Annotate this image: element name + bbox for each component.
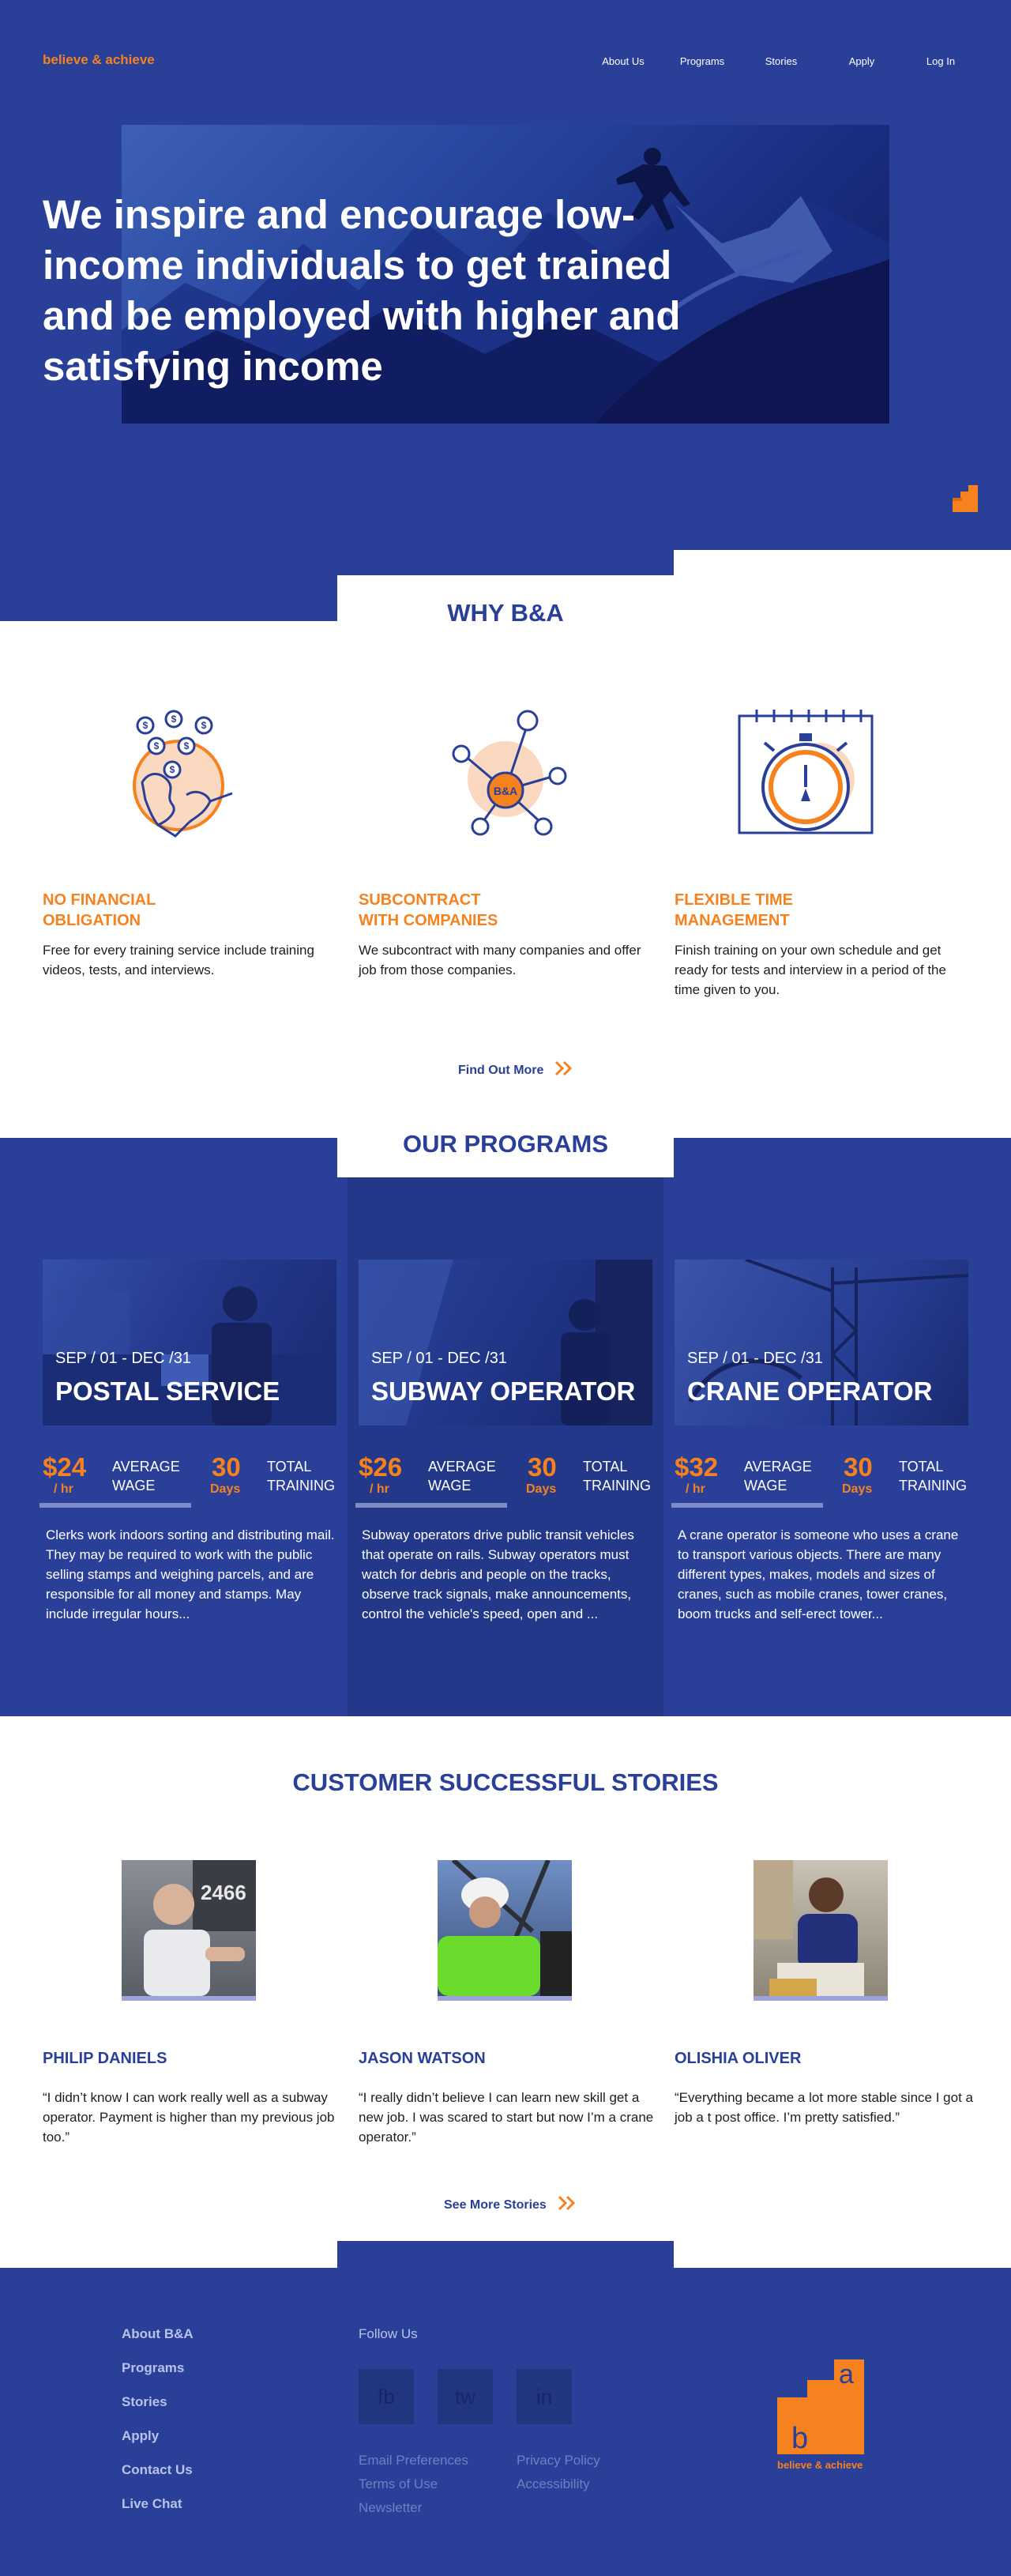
stairs-logo-icon xyxy=(953,485,978,516)
story-name-jason: JASON WATSON xyxy=(359,2050,486,2067)
subway-duration-unit: Days xyxy=(526,1482,557,1496)
svg-text:$: $ xyxy=(183,740,190,751)
subway-wage: $26 xyxy=(359,1452,403,1482)
logo-letter-a: a xyxy=(839,2359,854,2390)
crane-divider xyxy=(671,1503,823,1508)
programs-section-title: OUR PROGRAMS xyxy=(402,1130,609,1158)
follow-us-label: Follow Us xyxy=(359,2326,418,2341)
svg-text:$: $ xyxy=(171,714,177,725)
footer-stairs-logo xyxy=(777,2359,864,2474)
footer-privacy-policy[interactable]: Privacy Policy xyxy=(517,2453,600,2468)
postal-description: Clerks work indoors sorting and distributing mail. They may be required to work with the public selling stamps and weighing parcels, and are responsible for all money and stamps. May include irregular hours... xyxy=(46,1527,335,1621)
svg-text:$: $ xyxy=(201,720,207,731)
hero-headline: We inspire and encourage low-income individuals to get trained and be employed with higher and satisfying income xyxy=(43,192,681,389)
feature-desc-flexible-time: Finish training on your own schedule and get ready for tests and interview in a period of the time given to you. xyxy=(675,943,946,997)
crane-training-label: TOTAL TRAINING xyxy=(899,1459,968,1493)
double-chevron-right-icon xyxy=(554,1060,575,1080)
footer-terms-of-use[interactable]: Terms of Use xyxy=(359,2476,438,2491)
subway-wage-label: AVERAGE WAGE xyxy=(428,1459,496,1493)
postal-wage: $24 xyxy=(43,1452,87,1482)
story-quote-philip: “I didn’t know I can work really well as a subway operator. Payment is higher than my previous job too.” xyxy=(43,2090,335,2145)
postal-duration: 30 xyxy=(212,1452,241,1482)
postal-wage-label: AVERAGE WAGE xyxy=(112,1459,180,1493)
postal-date: SEP / 01 - DEC /31 xyxy=(55,1350,191,1367)
feature-title-flexible-time: FLEXIBLE TIME MANAGEMENT xyxy=(675,891,793,929)
hub-label: B&A xyxy=(493,785,518,797)
jason-watson-photo xyxy=(438,1860,572,2001)
story-quote-olishia: “Everything became a lot more stable since I got a job a t post office. I’m pretty satisfied.” xyxy=(675,2090,973,2125)
svg-text:$: $ xyxy=(169,764,175,775)
story-quote-jason: “I really didn’t believe I can learn new skill get a new job. I was scared to start but now I’m a crane operator.” xyxy=(359,2090,654,2145)
postal-title[interactable]: POSTAL SERVICE xyxy=(55,1377,280,1406)
logo-letter-b: b xyxy=(791,2422,809,2455)
footer-link-contact[interactable]: Contact Us xyxy=(122,2462,193,2477)
crane-description: A crane operator is someone who uses a crane to transport various objects. There are many different types, makes, models and sizes of cranes, such as mobile cranes, tower cranes, boom trucks and self-erect tower... xyxy=(678,1527,959,1621)
see-more-stories-label: See More Stories xyxy=(444,2198,547,2212)
crane-date: SEP / 01 - DEC /31 xyxy=(687,1350,823,1367)
brand-logo-text[interactable]: believe & achieve xyxy=(43,52,155,67)
why-section-title: WHY B&A xyxy=(447,599,564,627)
nav-apply[interactable]: Apply xyxy=(848,55,875,67)
nav-log-in[interactable]: Log In xyxy=(926,55,956,67)
see-more-stories-link[interactable] xyxy=(444,2195,578,2215)
money-globe-icon xyxy=(111,706,237,845)
feature-title-no-financial: NO FINANCIAL OBLIGATION xyxy=(43,891,156,929)
stopwatch-calendar-icon xyxy=(735,706,877,845)
logo-tagline: believe & achieve xyxy=(777,2459,863,2470)
footer-accessibility[interactable]: Accessibility xyxy=(517,2476,590,2491)
postal-duration-unit: Days xyxy=(210,1482,241,1496)
stories-section-title: CUSTOMER SUCCESSFUL STORIES xyxy=(292,1768,719,1796)
section-divider-notch xyxy=(674,550,1011,621)
nav-about-us[interactable]: About Us xyxy=(602,55,645,67)
crane-duration: 30 xyxy=(844,1452,873,1482)
crane-title[interactable]: CRANE OPERATOR xyxy=(687,1377,933,1406)
footer-link-stories[interactable]: Stories xyxy=(122,2394,167,2409)
crane-wage-label: AVERAGE WAGE xyxy=(744,1459,812,1493)
footer-newsletter[interactable]: Newsletter xyxy=(359,2500,423,2515)
crane-duration-unit: Days xyxy=(842,1482,873,1496)
subway-training-label: TOTAL TRAINING xyxy=(583,1459,652,1493)
double-chevron-right-icon xyxy=(558,2195,578,2215)
footer-link-programs[interactable]: Programs xyxy=(122,2360,185,2375)
company-network-icon xyxy=(442,706,569,845)
footer-email-preferences[interactable]: Email Preferences xyxy=(359,2453,468,2468)
footer-link-live-chat[interactable]: Live Chat xyxy=(122,2496,182,2511)
nav-stories[interactable]: Stories xyxy=(765,55,798,67)
subway-date: SEP / 01 - DEC /31 xyxy=(371,1350,507,1367)
programs-highlight-column xyxy=(348,1177,663,1716)
facebook-button[interactable]: fb xyxy=(359,2369,414,2424)
photo-vehicle-number: 2466 xyxy=(201,1881,246,1904)
footer-link-about[interactable]: About B&A xyxy=(122,2326,194,2341)
twitter-button[interactable]: tw xyxy=(438,2369,493,2424)
linkedin-button[interactable]: in xyxy=(517,2369,572,2424)
postal-training-label: TOTAL TRAINING xyxy=(267,1459,336,1493)
feature-desc-subcontract: We subcontract with many companies and offer job from those companies. xyxy=(359,943,641,977)
story-name-philip: PHILIP DANIELS xyxy=(43,2050,167,2067)
story-name-olishia: OLISHIA OLIVER xyxy=(675,2050,802,2067)
subway-duration: 30 xyxy=(528,1452,557,1482)
subway-wage-unit: / hr xyxy=(370,1482,389,1496)
svg-text:$: $ xyxy=(142,720,148,731)
feature-title-subcontract: SUBCONTRACT WITH COMPANIES xyxy=(359,891,498,929)
feature-desc-no-financial: Free for every training service include training videos, tests, and interviews. xyxy=(43,943,314,977)
find-out-more-link[interactable] xyxy=(458,1060,575,1080)
find-out-more-label: Find Out More xyxy=(458,1063,544,1077)
postal-divider xyxy=(39,1503,191,1508)
olishia-oliver-photo xyxy=(754,1860,888,2001)
footer-link-apply[interactable]: Apply xyxy=(122,2428,160,2443)
subway-description: Subway operators drive public transit vehicles that operate on rails. Subway operators must watch for debris and people on the tracks, observe track signals, make announcements, control the vehicle's speed, open and ... xyxy=(362,1527,634,1621)
crane-wage: $32 xyxy=(675,1452,719,1482)
postal-wage-unit: / hr xyxy=(54,1482,73,1496)
crane-wage-unit: / hr xyxy=(686,1482,705,1496)
nav-programs[interactable]: Programs xyxy=(679,55,725,67)
svg-text:$: $ xyxy=(153,740,160,751)
subway-title[interactable]: SUBWAY OPERATOR xyxy=(371,1377,636,1406)
subway-divider xyxy=(355,1503,507,1508)
philip-daniels-photo xyxy=(122,1860,256,2001)
